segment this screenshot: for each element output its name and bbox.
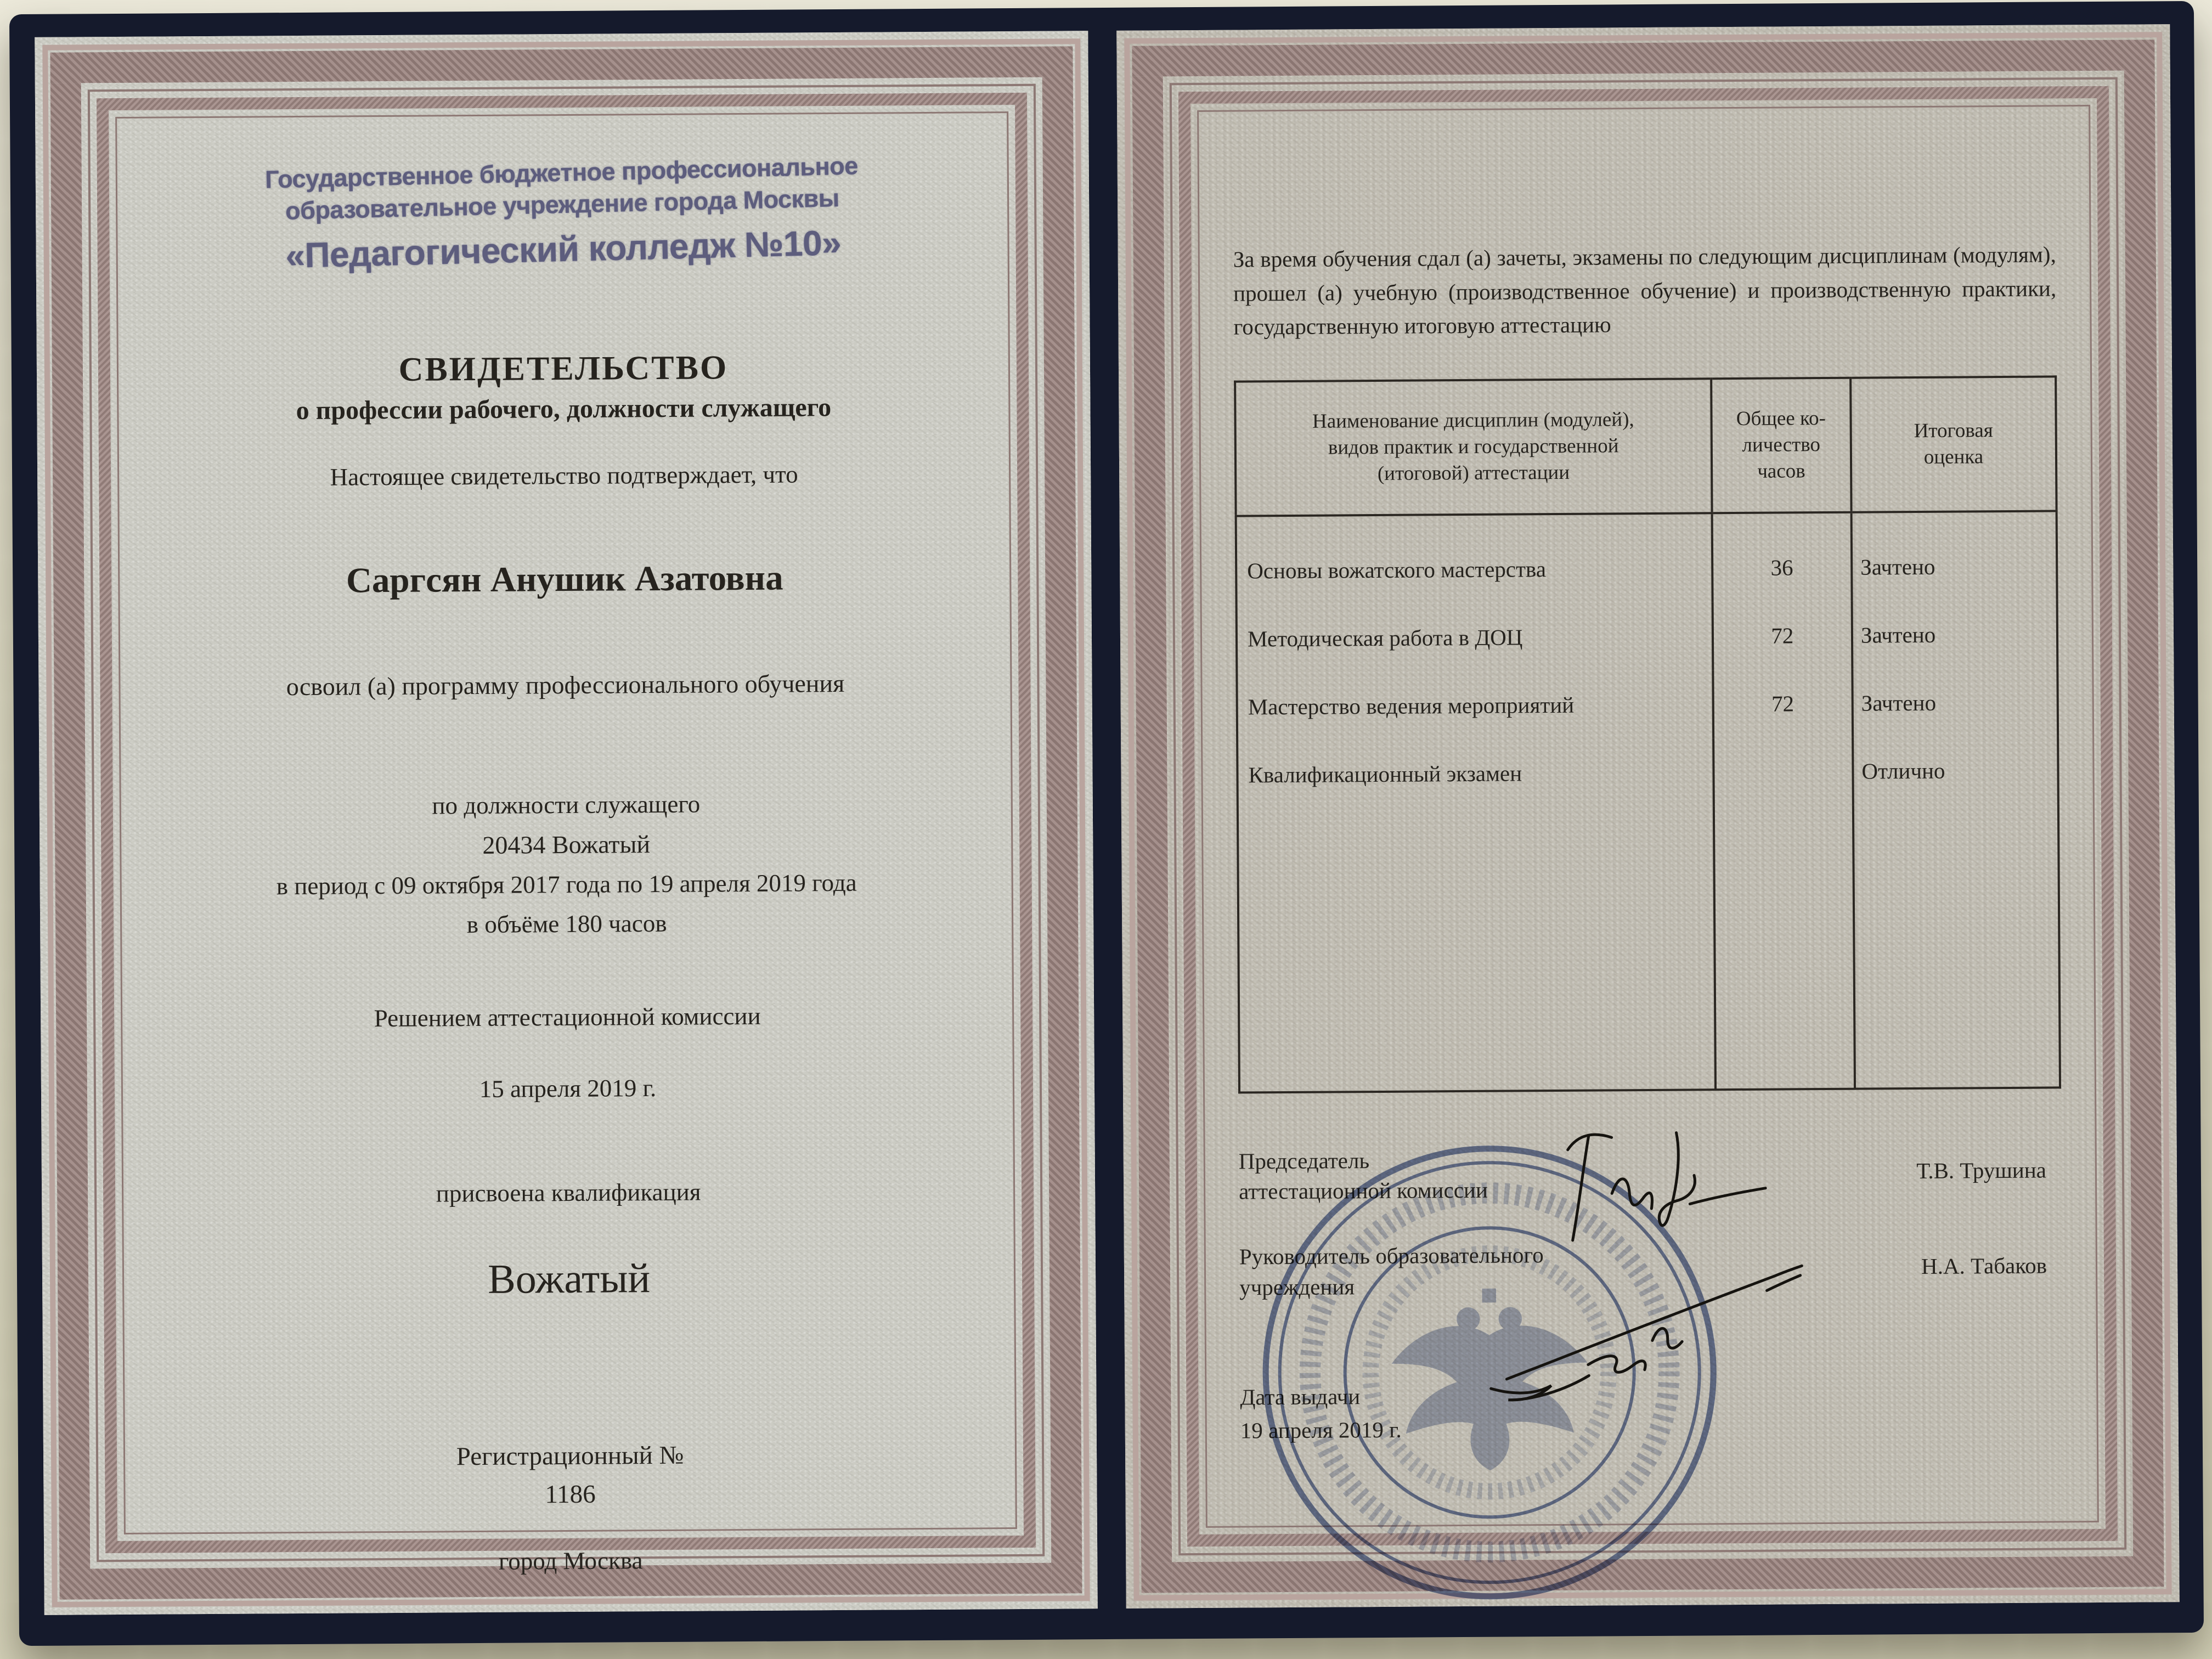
institution-block — [150, 147, 975, 279]
chairman-name: Т.В. Трушина — [1916, 1157, 2047, 1183]
header-hours-column: Общее ко- личество часов — [1711, 377, 1852, 513]
grade-cell: Зачтено — [1852, 668, 2058, 737]
grade-cell: Зачтено — [1852, 532, 2057, 601]
training-volume: в объёме 180 часов — [466, 910, 667, 939]
head-name: Н.А. Табаков — [1921, 1252, 2047, 1279]
institution-line-1: Государственное бюджетное профессиональное — [264, 151, 859, 194]
document-subtitle: о профессии рабочего, должности служащего — [296, 393, 832, 426]
issue-date-value: 19 апреля 2019 г. — [1240, 1417, 1402, 1443]
confirmation-line: Настоящее свидетельство подтверждает, что — [330, 460, 798, 491]
head-label: Руководитель образовательного учреждения — [1239, 1242, 1544, 1300]
qualification-label: присвоена квалификация — [436, 1178, 701, 1207]
chairman-label: Председатель аттестационной комиссии — [1238, 1147, 1488, 1204]
right-page-content — [1199, 107, 2097, 1526]
left-page-content — [117, 114, 1015, 1575]
table-filler-row — [1238, 804, 2060, 1092]
table-row — [1237, 668, 2058, 741]
qualification-value: Вожатый — [487, 1255, 651, 1303]
hours-cell: 36 — [1712, 533, 1852, 602]
right-page — [1116, 24, 2180, 1609]
grades-table — [1234, 375, 2061, 1093]
hours-cell — [1713, 737, 1853, 806]
head-signature — [1465, 1235, 1815, 1414]
document-title: СВИДЕТЕЛЬСТВО — [398, 349, 729, 389]
commission-decision-date: 15 апреля 2019 г. — [479, 1074, 657, 1103]
registration-number: 1186 — [545, 1480, 596, 1509]
subject-cell: Основы вожатского мастерства — [1247, 556, 1547, 583]
table-row — [1236, 532, 2057, 605]
header-subject-column: Наименование дисциплин (модулей), видов практик и государственной (итоговой) аттестации — [1235, 379, 1712, 516]
signatures-area — [1239, 1141, 2063, 1448]
subject-cell: Мастерство ведения мероприятий — [1248, 692, 1575, 719]
table-row — [1237, 736, 2058, 809]
grade-cell: Зачтено — [1852, 600, 2058, 669]
commission-decision-line: Решением аттестационной комиссии — [374, 1002, 761, 1032]
training-period: в период с 09 октября 2017 года по 19 апреля 2019 года — [276, 868, 857, 900]
institution-name: «Педагогический колледж №10» — [285, 223, 842, 276]
subject-cell: Квалификационный экзамен — [1248, 760, 1522, 787]
results-intro-paragraph: За время обучения сдал (а) зачеты, экзамены по следующим дисциплинам (модулям), прошел (а) учебную (производственное обучение) и производственную практики, государственную итоговую аттестацию — [1233, 241, 2057, 340]
hours-cell: 72 — [1712, 601, 1852, 670]
hours-cell: 72 — [1713, 669, 1853, 738]
issue-city: город Москва — [498, 1547, 643, 1575]
open-certificate-book — [35, 24, 2179, 1615]
registration-label: Регистрационный № — [456, 1441, 684, 1471]
subject-cell: Методическая работа в ДОЦ — [1247, 624, 1523, 651]
position-value: 20434 Вожатый — [482, 830, 651, 860]
position-label: по должности служащего — [432, 790, 701, 820]
program-line: освоил (а) программу профессионального обучения — [286, 669, 845, 701]
table-row — [1237, 600, 2058, 673]
issue-date-label: Дата выдачи — [1240, 1384, 1361, 1410]
grades-table-header-row — [1235, 376, 2056, 516]
header-grade-column: Итоговая оценка — [1850, 376, 2057, 512]
holder-name: Саргсян Анушик Азатовна — [346, 558, 783, 601]
grade-cell: Отлично — [1853, 736, 2058, 805]
left-page — [35, 31, 1098, 1615]
institution-line-2: образовательное учреждение города Москвы — [285, 183, 840, 225]
